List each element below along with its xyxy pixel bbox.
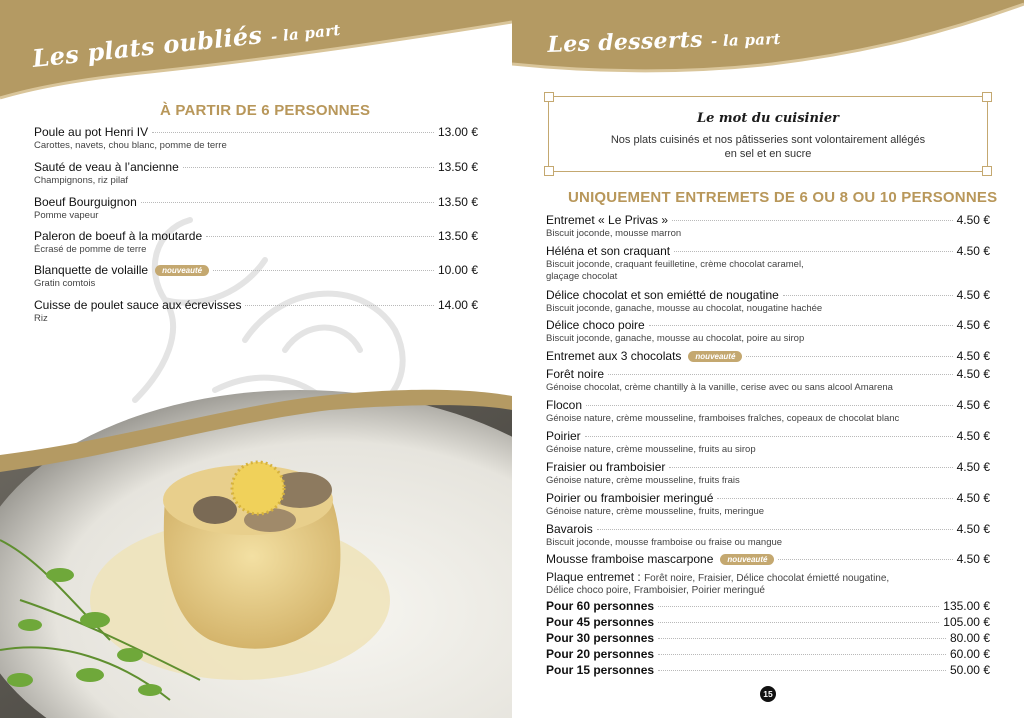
- item-name-text: Blanquette de volaille: [34, 263, 149, 277]
- box-corner-ornament: [982, 92, 992, 102]
- item-price: 14.00 €: [437, 298, 478, 312]
- menu-item: [546, 429, 990, 455]
- item-name: Boeuf Bourguignon: [34, 195, 137, 209]
- item-price: 13.50 €: [437, 160, 478, 174]
- item-name: Sauté de veau à l’ancienne: [34, 160, 179, 174]
- dot-leader: [586, 405, 953, 406]
- plaque-description: Délice choco poire, Framboisier, Poirier meringué: [546, 585, 765, 596]
- page-number: 15: [760, 686, 776, 702]
- menu-item: [546, 367, 990, 393]
- item-price: 10.00 €: [437, 263, 478, 277]
- right-title-suffix: - la part: [710, 29, 781, 51]
- item-description: Biscuit joconde, ganache, mousse au chocolat, poire au sirop: [546, 333, 805, 344]
- dot-leader: [649, 325, 953, 326]
- size-row: [546, 615, 990, 629]
- item-description: Gratin comtois: [34, 278, 96, 289]
- size-row: [546, 663, 990, 677]
- size-price: 105.00 €: [943, 615, 990, 629]
- item-description: Champignons, riz pilaf: [34, 175, 128, 186]
- box-corner-ornament: [544, 92, 554, 102]
- size-price: 80.00 €: [949, 631, 990, 645]
- right-section-heading: UNIQUEMENT ENTREMETS DE 6 OU 8 OU 10 PERSONNES: [568, 189, 998, 206]
- dot-leader: [658, 638, 946, 639]
- dot-leader: [783, 295, 953, 296]
- dot-leader: [669, 467, 952, 468]
- dot-leader: [778, 559, 952, 560]
- dot-leader: [658, 670, 946, 671]
- chef-note-box: [548, 96, 988, 172]
- plaque-entremet: [546, 571, 990, 596]
- item-description: Pomme vapeur: [34, 210, 99, 221]
- chef-note-line: en sel et en sucre: [724, 148, 812, 160]
- item-name: Délice chocolat et son emiétté de nougatine: [546, 288, 779, 302]
- size-row: [546, 647, 990, 661]
- item-description: Écrasé de pomme de terre: [34, 244, 147, 255]
- dot-leader: [672, 220, 953, 221]
- item-price: 4.50 €: [956, 522, 990, 536]
- item-description: Biscuit joconde, craquant feuilletine, crème chocolat caramel,: [546, 259, 804, 270]
- item-name-text: Mousse framboise mascarpone: [546, 552, 714, 566]
- item-name: Bavarois: [546, 522, 593, 536]
- menu-item: [546, 288, 990, 314]
- item-price: 4.50 €: [956, 429, 990, 443]
- size-label: Pour 45 personnes: [546, 615, 655, 629]
- item-price: 4.50 €: [956, 349, 990, 363]
- item-description: Génoise nature, crème mousseline, fruits au sirop: [546, 444, 756, 455]
- size-label: Pour 60 personnes: [546, 599, 655, 613]
- item-name: Cuisse de poulet sauce aux écrevisses: [34, 298, 242, 312]
- item-name: Héléna et son craquant: [546, 244, 671, 258]
- item-name: Paleron de boeuf à la moutarde: [34, 229, 203, 243]
- item-description: Riz: [34, 313, 48, 324]
- size-row: [546, 599, 990, 613]
- new-badge: nouveauté: [720, 554, 774, 565]
- item-name: Forêt noire: [546, 367, 605, 381]
- dot-leader: [608, 374, 953, 375]
- size-label: Pour 20 personnes: [546, 647, 655, 661]
- menu-item: [546, 398, 990, 424]
- size-price: 50.00 €: [949, 663, 990, 677]
- dot-leader: [674, 251, 953, 252]
- dot-leader: [585, 436, 953, 437]
- right-title-text: Les desserts: [547, 26, 704, 58]
- item-name: [546, 349, 742, 363]
- item-price: 13.50 €: [437, 229, 478, 243]
- item-price: 4.50 €: [956, 367, 990, 381]
- item-description: Biscuit joconde, ganache, mousse au chocolat, nougatine hachée: [546, 303, 823, 314]
- item-price: 13.00 €: [437, 125, 478, 139]
- item-price: 4.50 €: [956, 213, 990, 227]
- item-name: Poirier: [546, 429, 581, 443]
- item-name: Flocon: [546, 398, 583, 412]
- item-price: 4.50 €: [956, 460, 990, 474]
- dot-leader: [597, 529, 953, 530]
- item-description: Génoise nature, crème mousseline, framboises fraîches, copeaux de chocolat blanc: [546, 413, 900, 424]
- menu-item: [546, 244, 990, 282]
- plaque-description: Forêt noire, Fraisier, Délice chocolat émietté nougatine,: [644, 573, 890, 584]
- item-description: glaçage chocolat: [546, 271, 618, 282]
- dot-leader: [746, 356, 952, 357]
- menu-item: [546, 522, 990, 548]
- size-price: 60.00 €: [949, 647, 990, 661]
- item-price: 4.50 €: [956, 288, 990, 302]
- item-name: Entremet « Le Privas »: [546, 213, 669, 227]
- dot-leader: [658, 654, 946, 655]
- size-label: Pour 30 personnes: [546, 631, 655, 645]
- plaque-label: Plaque entremet :: [546, 570, 641, 584]
- item-price: 4.50 €: [956, 244, 990, 258]
- left-title-suffix: - la part: [270, 20, 342, 46]
- chef-note-line: Nos plats cuisinés et nos pâtisseries sont volontairement allégés: [610, 134, 926, 146]
- left-section-heading: À PARTIR DE 6 PERSONNES: [160, 102, 371, 119]
- item-name: [546, 552, 774, 566]
- box-corner-ornament: [544, 166, 554, 176]
- menu-item: [546, 213, 990, 239]
- dot-leader: [658, 622, 939, 623]
- size-price: 135.00 €: [943, 599, 990, 613]
- item-description: Génoise nature, crème mousseline, fruits frais: [546, 475, 740, 486]
- menu-item: [546, 318, 990, 344]
- item-price: 4.50 €: [956, 398, 990, 412]
- chef-note-text: [569, 133, 967, 161]
- item-name-text: Entremet aux 3 chocolats: [546, 349, 682, 363]
- menu-item: [546, 349, 990, 363]
- item-price: 4.50 €: [956, 552, 990, 566]
- item-name: Poirier ou framboisier meringué: [546, 491, 714, 505]
- right-page: [512, 0, 1024, 718]
- new-badge: nouveauté: [688, 351, 742, 362]
- new-badge: nouveauté: [155, 265, 209, 276]
- item-description: Génoise chocolat, crème chantilly à la vanille, cerise avec ou sans alcool Amarena: [546, 382, 893, 393]
- item-description: Biscuit joconde, mousse framboise ou fraise ou mangue: [546, 537, 783, 548]
- box-corner-ornament: [982, 166, 992, 176]
- item-price: 4.50 €: [956, 491, 990, 505]
- size-label: Pour 15 personnes: [546, 663, 655, 677]
- chef-note-title: Le mot du cuisinier: [696, 111, 840, 126]
- menu-item: [546, 460, 990, 486]
- item-name: Fraisier ou framboisier: [546, 460, 666, 474]
- item-description: Génoise nature, crème mousseline, fruits, meringue: [546, 506, 765, 517]
- item-description: Carottes, navets, chou blanc, pomme de terre: [34, 140, 227, 151]
- item-price: 13.50 €: [437, 195, 478, 209]
- size-row: [546, 631, 990, 645]
- item-name: Délice choco poire: [546, 318, 645, 332]
- item-description: Biscuit joconde, mousse marron: [546, 228, 682, 239]
- left-title-text: Les plats oubliés: [30, 20, 264, 73]
- dot-leader: [717, 498, 952, 499]
- menu-item: [546, 491, 990, 517]
- item-price: 4.50 €: [956, 318, 990, 332]
- item-name: Poule au pot Henri IV: [34, 125, 149, 139]
- dot-leader: [658, 606, 939, 607]
- menu-item: [546, 552, 990, 566]
